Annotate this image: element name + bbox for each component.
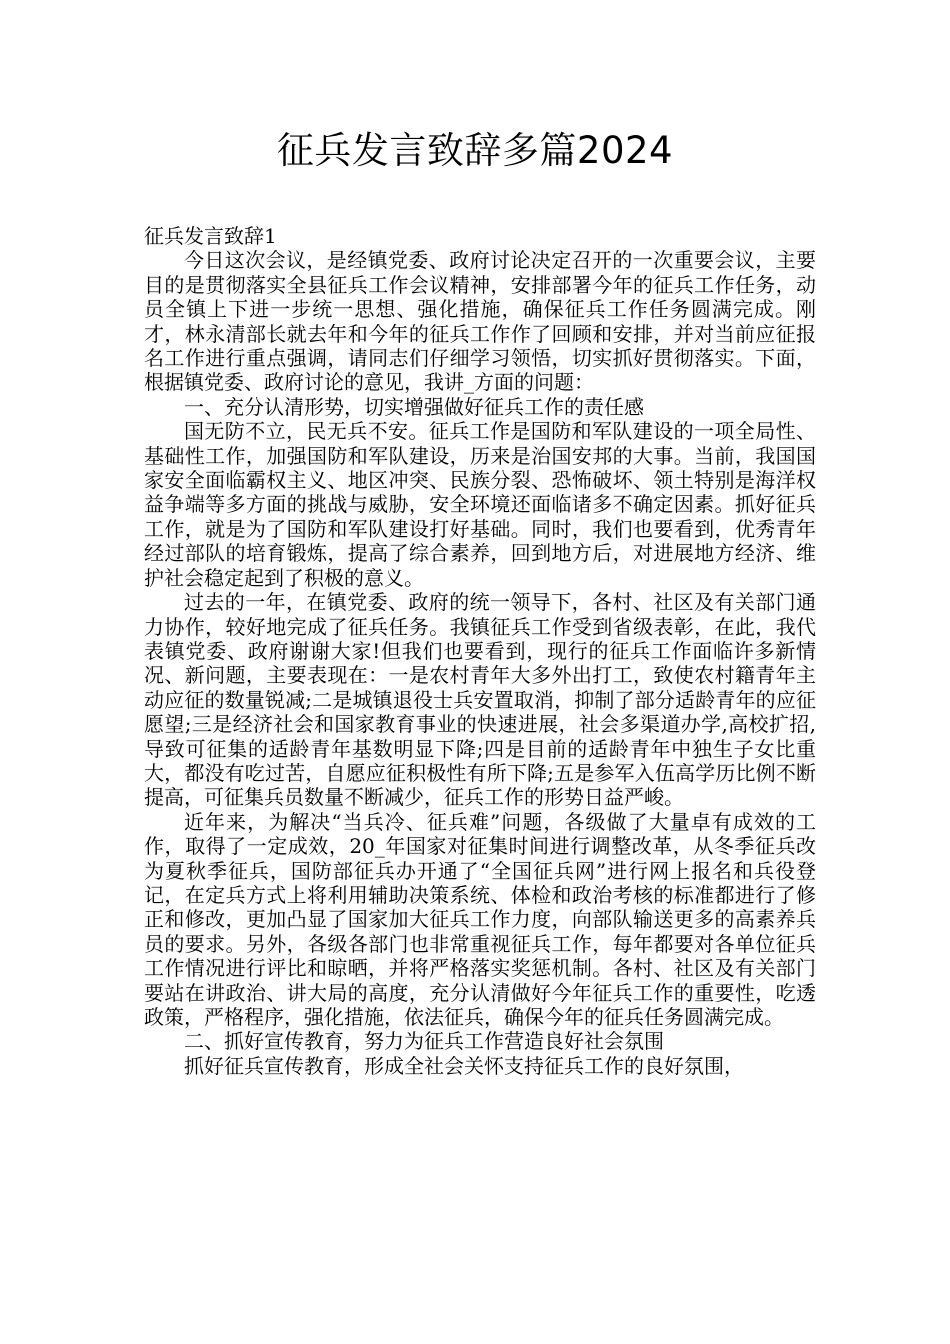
section-heading-1: 一、充分认清形势，切实增强做好征兵工作的责任感 bbox=[184, 394, 644, 419]
paragraph-national-defense: 国无防不立，民无兵不安。征兵工作是国防和军队建设的一项全局性、基础性工作，加强国防和军队建设，历来是治国安邦的大事。当前，我国国家安全面临霸权主义、地区冲突、民族分裂、恐怖破坏、领土特别是海洋权益争端等多方面的挑战与威胁，安全环境还面临诸多不确定因素。抓好征兵工作，就是为了国防和军队建设打好基础。同时，我们也要看到，优秀青年经过部队的培育锻炼，提高了综合素养，回到地方后，对进展地方经济、维护社会稳定起到了积极的意义。 bbox=[144, 419, 816, 590]
paragraph-recent-years: 近年来，为解决“当兵冷、征兵难”问题，各级做了大量卓有成效的工作，取得了一定成效，20_年国家对征集时间进行调整改革，从冬季征兵改为夏秋季征兵，国防部征兵办开通了“全国征兵网”进行网上报名和兵役登记，在定兵方式上将利用辅助决策系统、体检和政治考核的标准都进行了修正和修改，更加凸显了国家加大征兵工作力度，向部队输送更多的高素养兵员的要求。另外，各级各部门也非常重视征兵工作，每年都要对各单位征兵工作情况进行评比和晾晒，并将严格落实奖惩机制。各村、社区及有关部门要站在讲政治、讲大局的高度，充分认清做好今年征兵工作的重要性，吃透政策，严格程序，强化措施，依法征兵，确保今年的征兵任务圆满完成。 bbox=[144, 809, 816, 1029]
document-title: 征兵发言致辞多篇2024 bbox=[276, 129, 674, 172]
speech-subtitle: 征兵发言致辞1 bbox=[144, 224, 277, 248]
paragraph-intro: 今日这次会议，是经镇党委、政府讨论决定召开的一次重要会议，主要目的是贯彻落实全县征兵工作会议精神，安排部署今年的征兵工作任务，动员全镇上下进一步统一思想、强化措施，确保征兵工作任务圆满完成。刚才，林永清部长就去年和今年的征兵工作作了回顾和安排，并对当前应征报名工作进行重点强调，请同志们仔细学习领悟，切实抓好贯彻落实。下面，根据镇党委、政府讨论的意见，我讲_方面的问题： bbox=[144, 248, 816, 395]
paragraph-past-year: 过去的一年，在镇党委、政府的统一领导下，各村、社区及有关部门通力协作，较好地完成了征兵任务。我镇征兵工作受到省级表彰，在此，我代表镇党委、政府谢谢大家!但我们也要看到，现行的征兵工作面临许多新情况、新问题，主要表现在：一是农村青年大多外出打工，致使农村籍青年主动应征的数量锐减;二是城镇退役士兵安置取消，抑制了部分适龄青年的应征愿望;三是经济社会和国家教育事业的快速进展，社会多渠道办学,高校扩招,导致可征集的适龄青年基数明显下降;四是目前的适龄青年中独生子女比重大，都没有吃过苦，自愿应征积极性有所下降;五是参军入伍高学历比例不断提高，可征集兵员数量不断减少，征兵工作的形势日益严峻。 bbox=[144, 590, 816, 810]
paragraph-publicity: 抓好征兵宣传教育，形成全社会关怀支持征兵工作的良好氛围， bbox=[184, 1053, 744, 1078]
section-heading-2: 二、抓好宣传教育，努力为征兵工作营造良好社会氛围 bbox=[184, 1029, 664, 1054]
document-body bbox=[144, 224, 816, 1078]
